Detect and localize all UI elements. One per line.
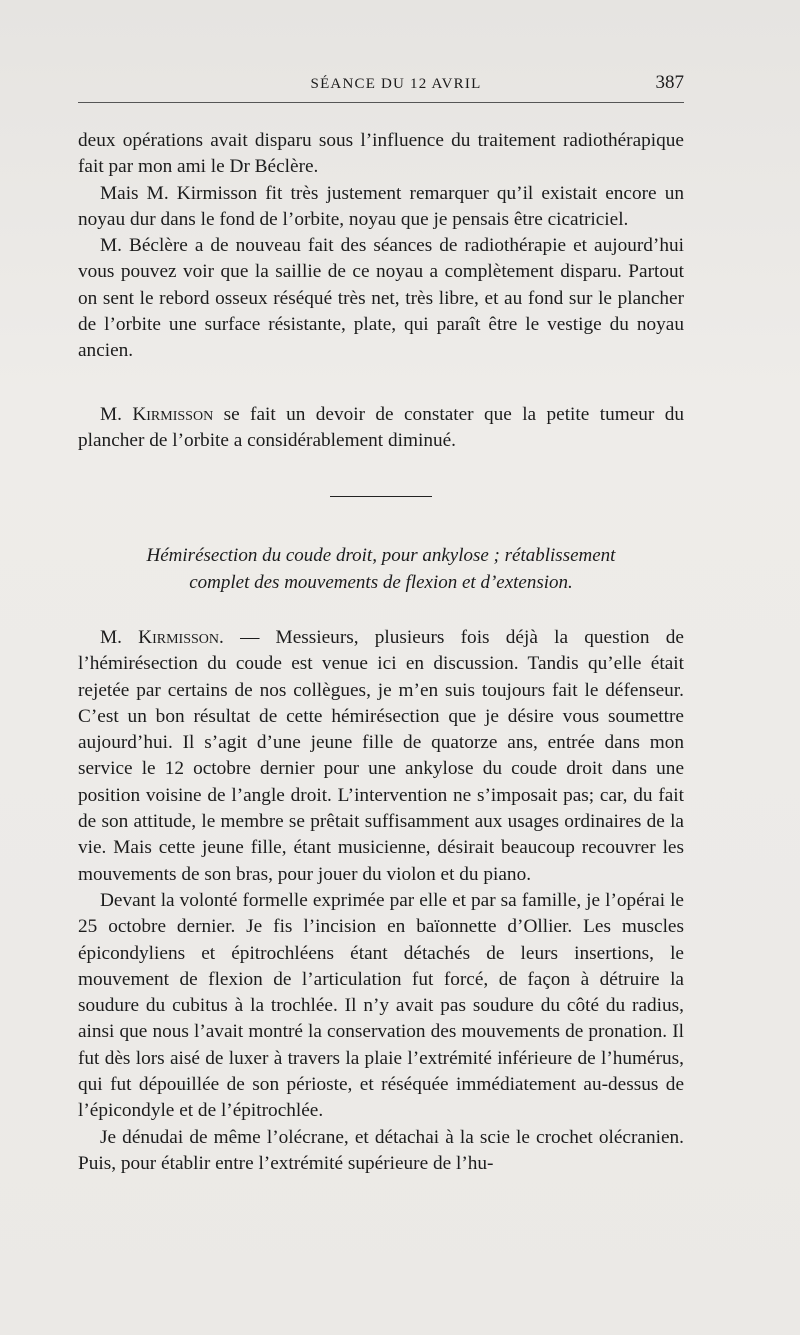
note-text: se fait un devoir de constater que la petite tumeur du plancher de l’orbite a considérablement diminué. bbox=[78, 404, 684, 452]
paragraph: Mais M. Kirmisson fit très justement remarquer qu’il existait encore un noyau dur dans le fond de l’orbite, noyau que je pensais être cicatriciel. bbox=[78, 182, 684, 230]
speaker-name: M. Kirmisson bbox=[100, 404, 214, 425]
running-head bbox=[78, 68, 684, 103]
paragraph bbox=[78, 625, 684, 888]
text-block-top bbox=[78, 128, 684, 365]
section-title-line: Hémirésection du coude droit, pour ankylose ; rétablissement bbox=[146, 545, 616, 566]
section-title bbox=[78, 543, 684, 596]
speech-text: — Messieurs, plusieurs fois déjà la question de l’hémirésection du coude est venue ici en discussion. Tandis qu’elle était rejetée par certains de nos collègues, je m’en suis toujours fait le défenseur. C’est un bon résultat de cette hémirésection que je désire vous soumettre aujourd’hui. Il s’agit d’une jeune fille de quatorze ans, entrée dans mon service le 12 octobre dernier pour une ankylose du coude droit dans une position voisine de l’angle droit. L’intervention ne s’imposait pas; car, du fait de son attitude, le membre se prêtait suffisamment aux usages ordinaires de la vie. Mais cette jeune fille, étant musicienne, désirait beaucoup recouvrer les mouvements de son bras, pour jouer du violon et du piano. bbox=[78, 627, 684, 885]
section-divider bbox=[330, 496, 432, 497]
page-number: 387 bbox=[655, 72, 684, 93]
paragraph bbox=[78, 402, 684, 455]
paragraph: Devant la volonté formelle exprimée par elle et par sa famille, je l’opérai le 25 octobre dernier. Je fis l’incision en baïonnette d’Ollier. Les muscles épicondyliens et épitrochléens étant détachés de leurs insertions, le mouvement de flexion de l’articulation fut forcé, de façon à détruire la soudure du cubitus à la trochlée. Il n’y avait pas soudure du côté du radius, ainsi que nous l’avait montré la conservation des mouvements de pronation. Il fut dès lors aisé de luxer à travers la plaie l’extrémité inférieure de l’humérus, qui fut dépouillée de son périoste, et réséquée immédiatement au-dessus de l’épicondyle et de l’épitrochlée. bbox=[78, 889, 684, 1122]
running-title: SÉANCE DU 12 AVRIL bbox=[310, 76, 482, 92]
section-body bbox=[78, 625, 684, 1177]
paragraph-continuation: deux opérations avait disparu sous l’influence du traitement radiothérapique fait par mon ami le Dr Béclère. bbox=[78, 130, 684, 178]
speaker-name: M. Kirmisson. bbox=[100, 627, 224, 648]
section-title-line: complet des mouvements de flexion et d’extension. bbox=[189, 571, 573, 593]
paragraph: Je dénudai de même l’olécrane, et détachai à la scie le crochet olécranien. Puis, pour établir entre l’extrémité supérieure de l’hu- bbox=[78, 1126, 684, 1174]
paragraph: M. Béclère a de nouveau fait des séances de radiothérapie et aujourd’hui vous pouvez voir que la saillie de ce noyau a complètement disparu. Partout on sent le rebord osseux réséqué très net, très libre, et au fond sur le plancher de l’orbite une surface résistante, plate, qui paraît être le vestige du noyau ancien. bbox=[78, 235, 684, 362]
kirmisson-note bbox=[78, 402, 684, 455]
